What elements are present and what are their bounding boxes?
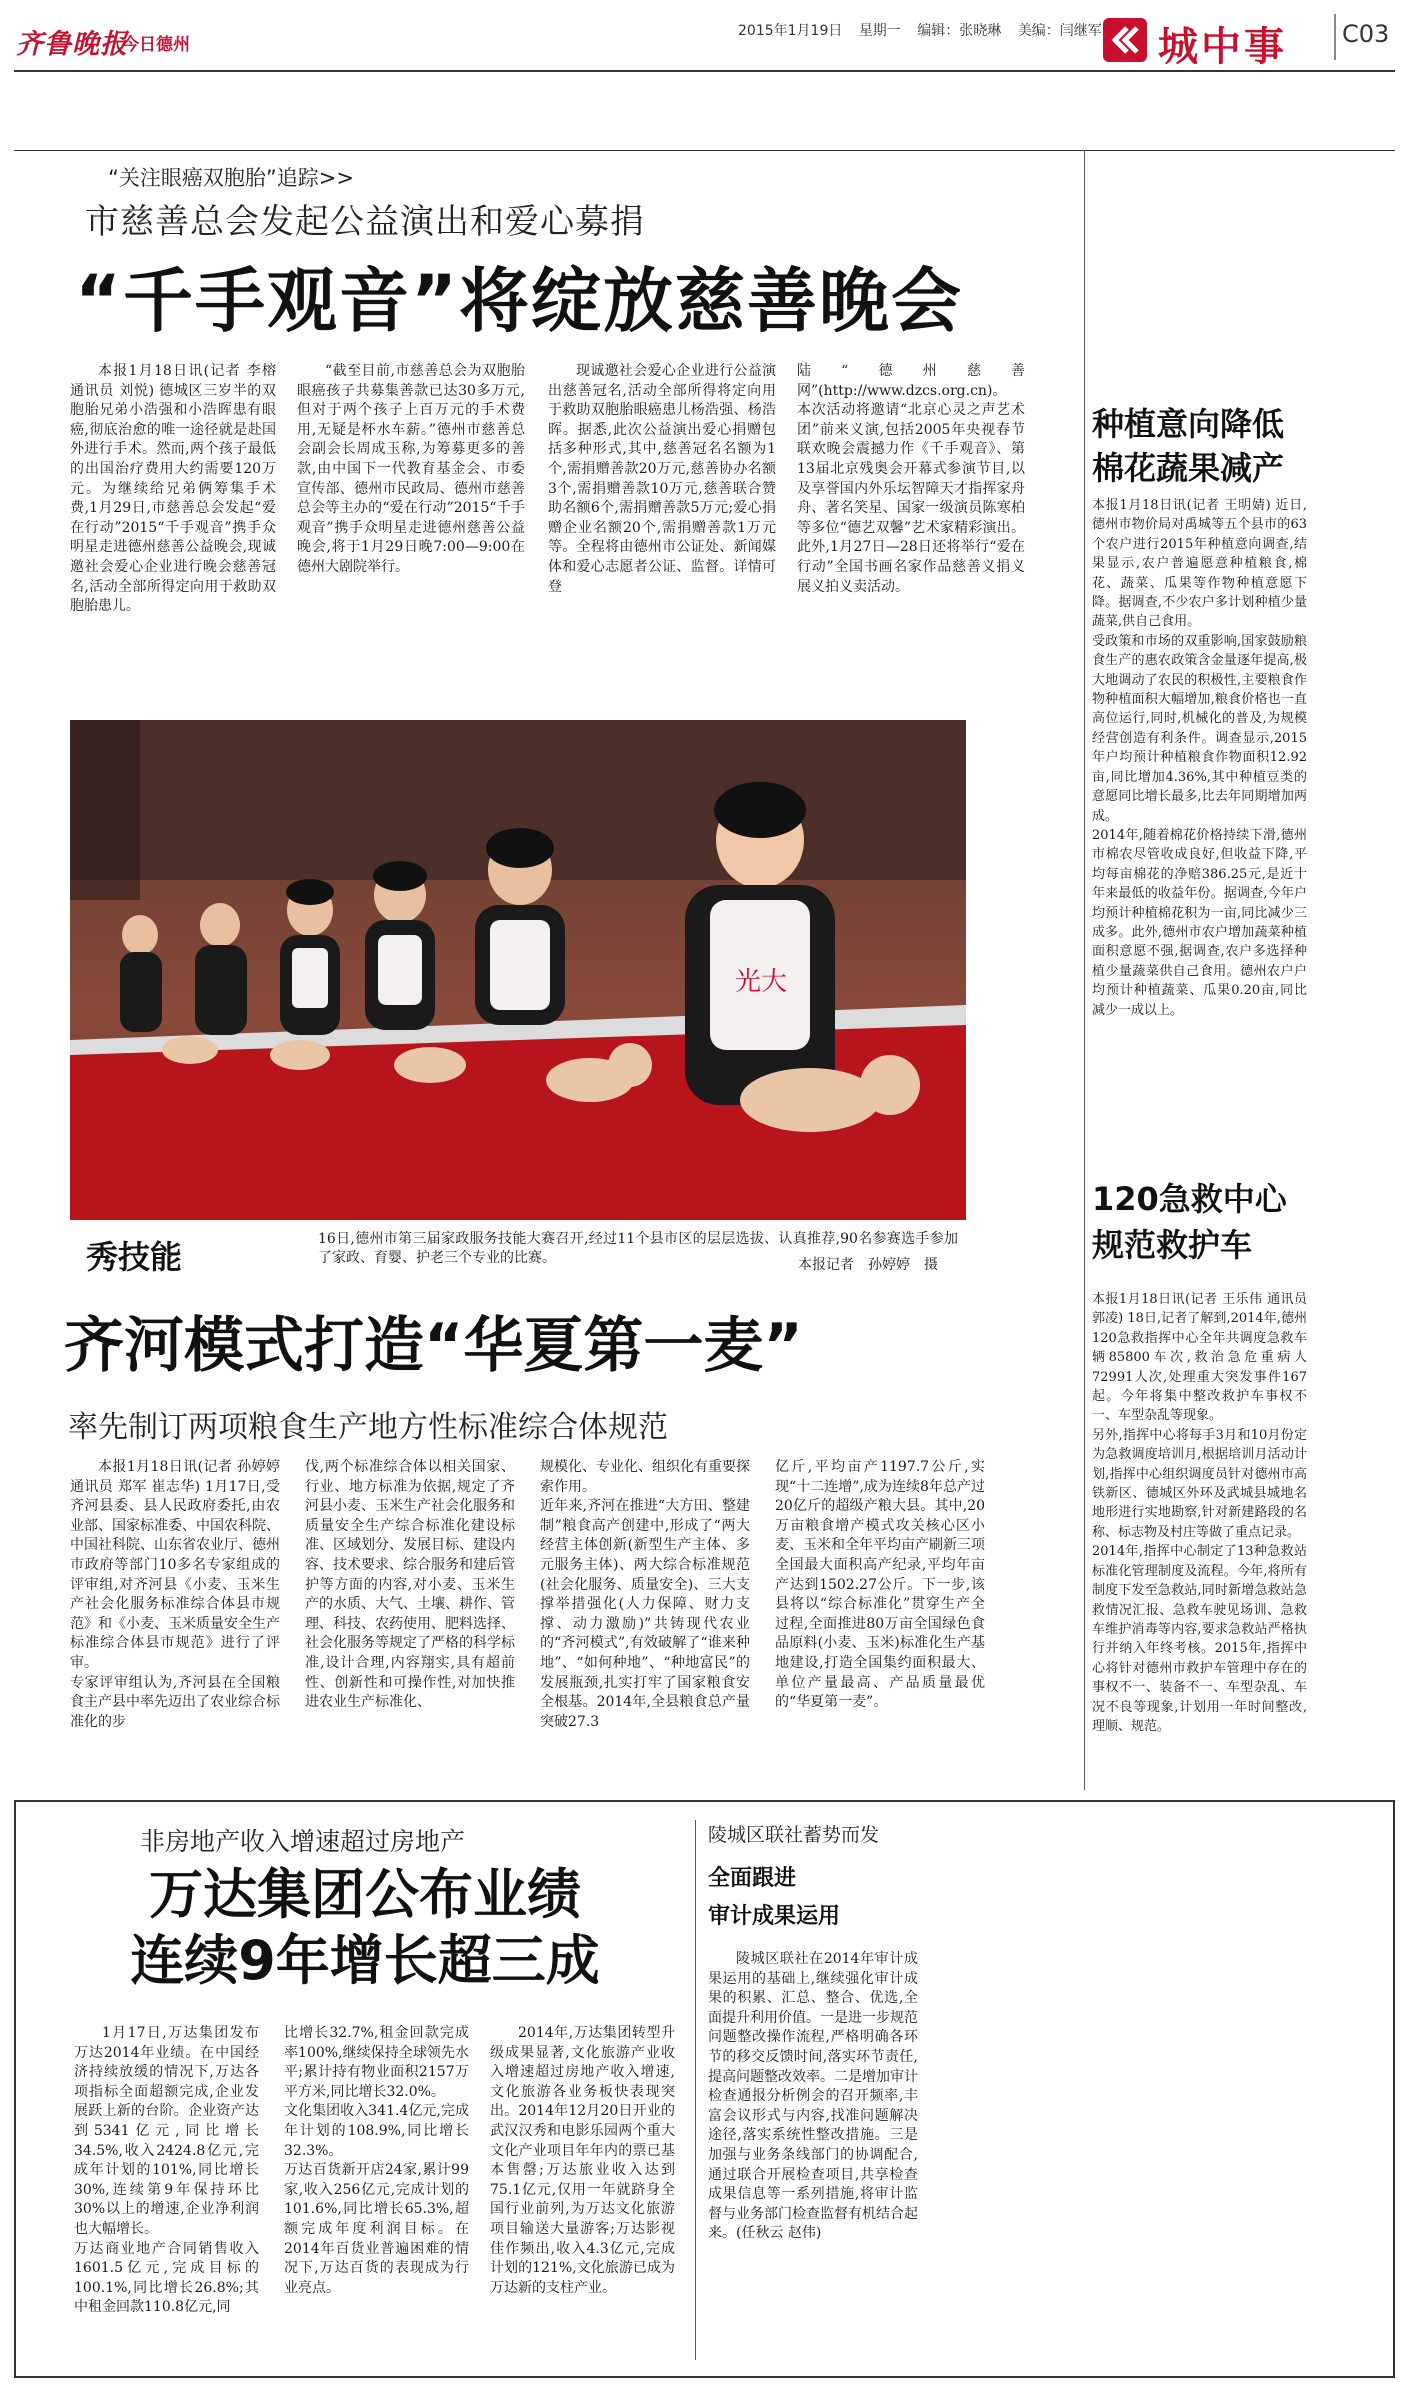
- side-article-text: 本报1月18日讯(记者 王明婧) 近日,德州市物价局对禹城等五个县市的63个农户进行2015年种植意向调查,结果显示,农户普遍愿意种植粮食,棉花、蔬菜、瓜果等作物种植意愿下降。据调查,不少农户多计划种植少量蔬菜,供自己食用。 受政策和市场的双重影响,国家鼓励粮食生产的惠农政策含金量逐年提高,极大地调动了农民的积极性,主要粮食作物种植面积大幅增加,粮食价格也一直高位运行,同时,机械化的普及,为规模经营创造有利条件。调查显示,2015年户均预计种植粮食作物面积12.92亩,同比增加4.36%,其中种植豆类的意愿同比增长最多,比去年同期增加两成。 2014年,随着棉花价格持续下滑,德州市棉农尽管收成良好,但收益下降,平均每亩棉花的净赔386.25元,是近十年来最低的收益年份。据调查,今年户均预计种植棉花积为一亩,同比减少三成多。此外,德州市农户增加蔬菜种植面积意愿不强,据调查,农户多选择种植少量蔬菜供自己食用。德州农户户均预计种植蔬菜、瓜果0.20亩,同比减少一成以上。: [1092, 498, 1307, 1018]
- page-divider: [1334, 14, 1336, 60]
- body-column: 陆“德州慈善网”(http://www.dzcs.org.cn)。 本次活动将邀请“北京心灵之声艺术团”前来义演,包括2005年央视春节联欢晚会震撼力作《千手观音》、第13届北京残奥会开幕式参演节目,以及享誉国内外乐坛智障天才指挥家舟舟、著名笑星、国家一级演员陈寒柏等多位“德艺双馨”艺术家精彩演出。此外,1月27日—28日还将举行“爱在行动”全国书画名家作品慈善义捐义展义拍义卖活动。: [797, 363, 1025, 595]
- designer-credit: 美编：闫继军: [1017, 23, 1102, 39]
- side-headline-line: 规范救护车: [1092, 1226, 1253, 1264]
- kicker: 非房地产收入增速超过房地产: [140, 1827, 466, 1856]
- photo-illustration: [70, 720, 966, 1220]
- side-headline-line: 全面跟进: [708, 1866, 797, 1891]
- side-article-text: 本报1月18日讯(记者 王乐伟 通讯员 郭凌) 18日,记者了解到,2014年,德州120急救指挥中心全年共调度急救车辆85800车次,救治急危重病人72991人次,处理重大突发事件167起。今年将集中整改救护车事权不一、车型杂乱等现象。 另外,指挥中心将每手3月和10月份定为急救调度培训月,根据培训月活动计划,指挥中心组织调度员针对德州市高铁新区、德城区外环及武城县城地名地形进行实地勘察,针对新建路段的名称、标志物及村庄等做了重点记录。 2014年,指挥中心制定了13种急救站标准化管理制度及流程。今年,将所有制度下发至急救站,同时新增急救站急救情况汇报、急救车驶见场训、急救车维护消毒等内容,要求急救站严格执行并纳入年终考核。2015年,指挥中心将针对德州市救护车管理中存在的事权不一、装备不一、车型杂乱、车况不良等现象,计划用一年时间整改,理顺、规范。: [1092, 1292, 1307, 1734]
- body-column: “截至目前,市慈善总会为双胞胎眼癌孩子共募集善款已达30多万元,但对于两个孩子上百万元的手术费用,无疑是杯水车薪。”德州市慈善总会副会长周成玉称,为筹募更多的善款,由中国下一代教育基金会、市委宣传部、德州市民政局、德州市慈善总会等主办的“爱在行动”2015“千手观音”携手众明星走进德州慈善公益晚会,将于1月29日晚7:00—9:00在德州大剧院举行。: [297, 363, 525, 575]
- side-headline-line: 种植意向降低: [1092, 405, 1285, 443]
- subtitle: 市慈善总会发起公益演出和爱心募捐: [85, 202, 645, 242]
- photo-credit: 本报记者 孙婷婷 摄: [798, 1257, 938, 1273]
- sidebar-divider: [1084, 150, 1085, 1790]
- masthead: [0, 0, 1409, 80]
- side-headline: [1092, 1176, 1392, 1268]
- side-article-text: 陵城区联社在2014年审计成果运用的基础上,继续强化审计成果的积累、汇总、整合、优选,全面提升利用价值。一是进一步规范问题整改操作流程,严格明确各环节的移交反馈时间,落实环节责任,提高问题整改效率。二是增加审计检查通报分析例会的召开频率,丰富会议形式与内容,找准问题解决途径,落实系统性整改措施。三是加强与业务条线部门的协调配合,通过联合开展检查项目,共享检查成果信息等一系列措施,将审计监督与业务部门检查监督有机结合起来。(任秋云 赵伟): [708, 1951, 918, 2242]
- chevron-icon: [1103, 18, 1147, 62]
- subtitle: 率先制订两项粮食生产地方性标准综合体规范: [68, 1410, 668, 1445]
- newspaper-logo: 齐鲁晚报: [16, 29, 128, 60]
- headline: [60, 1862, 670, 1994]
- side-headline-line: 120急救中心: [1092, 1180, 1287, 1218]
- body-column: 本报1月18日讯(记者 孙婷婷 通讯员 郑军 崔志华) 1月17日,受齐河县委、县人民政府委托,由农业部、国家标准委、中国农科院、中国社科院、山东省农业厅、德州市政府等部门10多名专家组成的评审组,对齐河县《小麦、玉米生产社会化服务标准综合体县市规范》和《小麦、玉米质量安全生产标准综合体县市规范》进行了评审。 专家评审组认为,齐河县在全国粮食主产县中率先迈出了农业综合标准化的步: [70, 1459, 280, 1730]
- side-kicker: 陵城区联社蓄势而发: [708, 1824, 880, 1846]
- body-column: 2014年,万达集团转型升级成果显著,文化旅游产业收入增速超过房地产收入增速,文化旅游各业务板快表现突出。2014年12月20日开业的武汉汉秀和电影乐园两个重大文化产业项目年年内的票已基本售罄;万达旅业收入达到75.1亿元,仅用一年就跻身全国行业前列,为万达文化旅游项目输送大量游客;万达影视佳作频出,收入4.3亿元,完成计划的121%,文化旅游已成为万达新的支柱产业。: [490, 2025, 675, 2296]
- issue-info: [738, 20, 1102, 40]
- body-column: 规模化、专业化、组织化有重要探索作用。 近年来,齐河在推进“大方田、整建制”粮食高产创建中,形成了“两大经营主体创新(新型生产主体、多元服务主体)、两大综合标准规范(社会化服务、质量安全)、三大支撑举措强化(人力保障、财力支撑、动力激励)”共铸现代农业的“齐河模式”,有效破解了“谁来种地”、“如何种地”、“种地富民”的发展瓶颈,扎实打牢了国家粮食安全根基。2014年,全县粮食总产量突破27.3: [540, 1459, 750, 1730]
- svg-text:光大: 光大: [735, 967, 788, 997]
- kicker: “关注眼癌双胞胎”追踪>>: [108, 166, 354, 190]
- headline: 齐河模式打造“华夏第一麦”: [64, 1311, 803, 1381]
- side-headline-line: 审计成果运用: [708, 1904, 841, 1929]
- headline: “千手观音”将绽放慈善晚会: [75, 260, 964, 342]
- issue-date: 2015年1月19日: [738, 23, 843, 39]
- news-photo: [70, 720, 966, 1220]
- headline-line: 连续9年增长超三成: [130, 1929, 600, 1992]
- side-headline-line: 棉花蔬果减产: [1092, 449, 1285, 487]
- body-column: 伐,两个标准综合体以相关国家、行业、地方标准为依据,规定了齐河县小麦、玉米生产社会化服务和质量安全生产综合标准化建设标准、区域划分、发展目标、建设内容、技术要求、综合服务和建后管护等方面的内容,对小麦、玉米生产的水质、大气、土壤、耕作、管理、科技、农药使用、肥料选择、社会化服务等规定了严格的科学标准,设计合理,内容翔实,具有超前性、创新性和可操作性,对加快推进农业生产标准化、: [305, 1459, 515, 1711]
- section-title: 城中事: [1158, 24, 1287, 70]
- body-column: 1月17日,万达集团发布万达2014年业绩。在中国经济持续放缓的情况下,万达各项指标全面超额完成,企业发展跃上新的台阶。企业资产达到5341亿元,同比增长34.5%,收入2424.8亿元,完成年计划的101%,同比增长30%,连续第9年保持环比30%以上的增速,企业净利润也大幅增长。 万达商业地产合同销售收入1601.5亿元,完成目标的100.1%,同比增长26.8%;其中租金回款110.8亿元,同: [74, 2025, 259, 2316]
- page-number: C03: [1342, 20, 1390, 48]
- section-tag: 今日德州: [122, 35, 190, 55]
- body-column: 亿斤,平均亩产1197.7公斤,实现“十二连增”,成为连续8年总产过20亿斤的超级产粮大县。其中,20万亩粮食增产模式攻关核心区小麦、玉米和全年平均亩产刷新三项全国最大面积高产纪录,平均年亩产达到1502.27公斤。下一步,该县将以“综合标准化”贯穿生产全过程,全面推进80万亩全国绿色食品原料(小麦、玉米)标准化生产基地建设,打造全国集约面积最大、单位产量最高、产品质量最优的“华夏第一麦”。: [775, 1459, 985, 1711]
- photo-label: 秀技能: [86, 1238, 183, 1276]
- issue-weekday: 星期一: [858, 23, 901, 39]
- body-column: 现诚邀社会爱心企业进行公益演出慈善冠名,活动全部所得将定向用于救助双胞胎眼癌患儿杨浩强、杨浩晖。据悉,此次公益演出爱心捐赠包括多种形式,其中,慈善冠名名额为1个,需捐赠善款20万元,慈善协办名额3个,需捐赠善款10万元,慈善联合赞助名额6个,需捐赠善款5万元;爱心捐赠企业名额20个,需捐赠善款1万元等。全程将由德州市公证处、新闻媒体和爱心志愿者公证、监督。详情可登: [548, 363, 776, 595]
- bottom-box-divider: [695, 1820, 696, 2360]
- side-headline: [708, 1860, 840, 1936]
- body-column: 比增长32.7%,租金回款完成率100%,继续保持全球领先水平;累计持有物业面积2157万平方米,同比增长32.0%。 文化集团收入341.4亿元,完成年计划的108.9%,同比增长32.3%。 万达百货新开店24家,累计99家,收入256亿元,完成计划的101.6%,同比增长65.3%,超额完成年度利润目标。在2014年百货业普遍困难的情况下,万达百货的表现成为行业亮点。: [284, 2025, 469, 2296]
- editor-credit: 编辑：张晓琳: [917, 23, 1002, 39]
- headline-line: 万达集团公布业绩: [149, 1863, 581, 1926]
- side-headline: [1092, 402, 1392, 490]
- body-column: 本报1月18日讯(记者 李榕 通讯员 刘悦) 德城区三岁半的双胞胎兄弟小浩强和小浩晖患有眼癌,彻底治愈的唯一途径就是赴国外进行手术。然而,两个孩子最低的出国治疗费用大约需要120万元。为继续给兄弟俩筹集手术费,1月29日,市慈善总会发起“爱在行动”2015“千手观音”携手众明星走进德州慈善公益晚会,现诚邀社会爱心企业进行晚会慈善冠名,活动全部所得定向用于救助双胞胎患儿。: [70, 363, 276, 615]
- header-rule: [14, 70, 1395, 72]
- photo-caption: 16日,德州市第三届家政服务技能大赛召开,经过11个县市区的层层选拔、认真推荐,90名参赛选手参加了家政、育婴、护老三个专业的比赛。: [318, 1231, 958, 1266]
